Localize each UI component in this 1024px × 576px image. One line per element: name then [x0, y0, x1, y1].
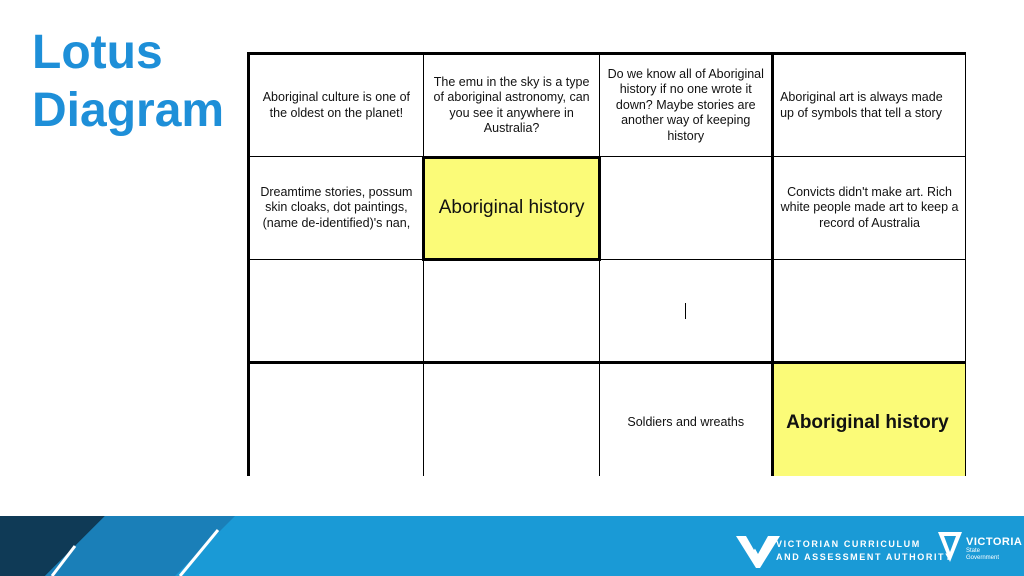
- page-title: [32, 24, 224, 140]
- text-cursor: [685, 303, 686, 319]
- title-line-1: Lotus: [32, 26, 163, 79]
- grid-cell[interactable]: [423, 260, 600, 363]
- grid-cell[interactable]: Aboriginal culture is one of the oldest on the planet!: [249, 54, 424, 157]
- grid-cell[interactable]: Convicts didn't make art. Rich white people made art to keep a record of Australia: [773, 157, 966, 260]
- grid-cell[interactable]: Aboriginal art is always made up of symbols that tell a story: [773, 54, 966, 157]
- grid-cell[interactable]: The emu in the sky is a type of aboriginal astronomy, can you see it anywhere in Australia?: [423, 54, 600, 157]
- grid-cell[interactable]: Dreamtime stories, possum skin cloaks, dot paintings, (name de-identified)'s nan,: [249, 157, 424, 260]
- grid-cell[interactable]: Do we know all of Aboriginal history if no one wrote it down? Maybe stories are another way of keeping history: [600, 54, 773, 157]
- lotus-diagram-grid: [247, 52, 966, 476]
- grid-cell[interactable]: [423, 363, 600, 477]
- grid-cell[interactable]: Soldiers and wreaths: [600, 363, 773, 477]
- vcaa-logo-text: VICTORIAN CURRICULUM AND ASSESSMENT AUTHORITY: [776, 539, 953, 562]
- center-topic-cell-2[interactable]: Aboriginal history: [773, 363, 966, 477]
- center-topic-cell[interactable]: Aboriginal history: [423, 157, 600, 260]
- grid-cell[interactable]: [600, 260, 773, 363]
- grid-cell[interactable]: [249, 363, 424, 477]
- victoria-logo-text: VICTORIA State Government: [966, 536, 1023, 561]
- lotus-table: [247, 52, 966, 476]
- grid-cell[interactable]: [773, 260, 966, 363]
- grid-cell[interactable]: [249, 260, 424, 363]
- grid-cell[interactable]: [600, 157, 773, 260]
- title-line-2: Diagram: [32, 84, 225, 137]
